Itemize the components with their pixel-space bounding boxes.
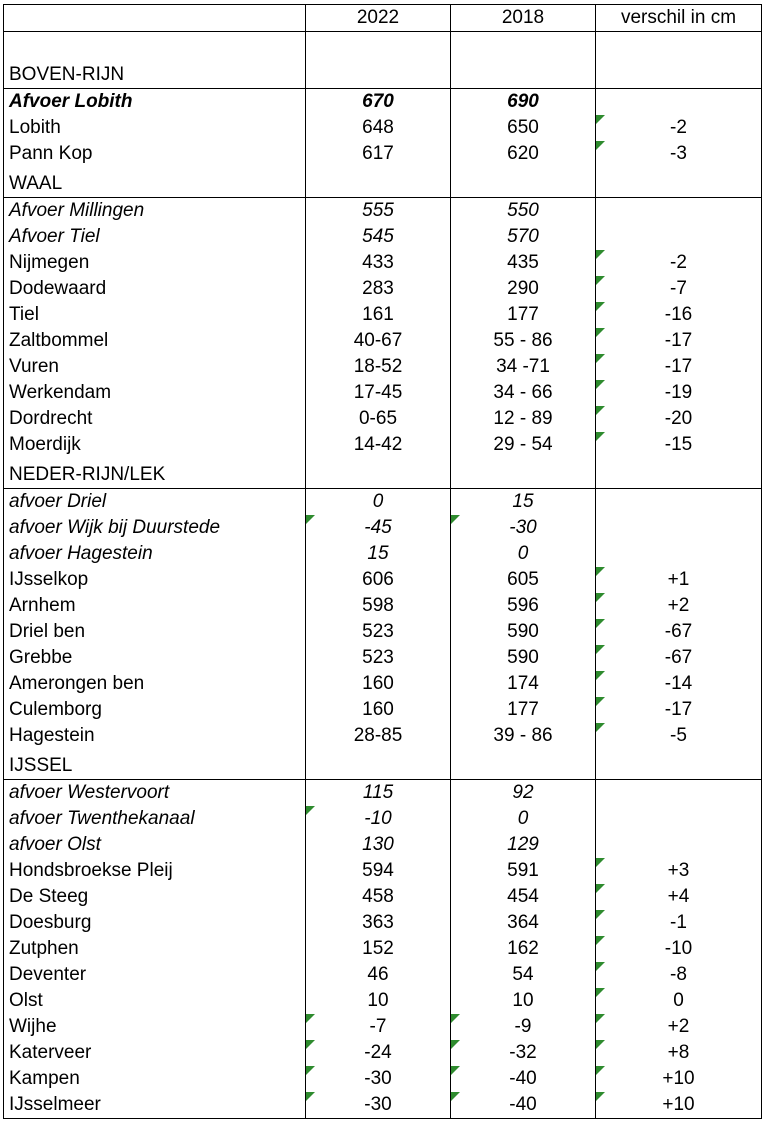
difference-cell[interactable]: +10	[596, 1092, 762, 1119]
station-name-cell[interactable]: IJsselmeer	[4, 1092, 306, 1119]
table-row	[4, 910, 762, 936]
empty-cell[interactable]	[306, 171, 451, 198]
value-2022-cell[interactable]: 523	[306, 645, 451, 671]
station-name-cell[interactable]: Hagestein	[4, 723, 306, 749]
table-row	[4, 115, 762, 141]
section-header-row	[4, 753, 762, 780]
value-2022-cell[interactable]: 10	[306, 988, 451, 1014]
value-2022-cell[interactable]: 0	[306, 489, 451, 516]
station-name-cell[interactable]: IJsselkop	[4, 567, 306, 593]
table-row	[4, 328, 762, 354]
difference-cell[interactable]: -20	[596, 406, 762, 432]
station-name-cell[interactable]: Culemborg	[4, 697, 306, 723]
table-row	[4, 541, 762, 567]
station-name-cell[interactable]: Driel ben	[4, 619, 306, 645]
value-2022-cell[interactable]: 594	[306, 858, 451, 884]
value-2018-cell[interactable]: 435	[451, 250, 596, 276]
table-row	[4, 1040, 762, 1066]
empty-cell[interactable]	[596, 753, 762, 780]
table-row	[4, 1014, 762, 1040]
header-cell-name[interactable]	[4, 5, 306, 32]
value-2022-cell[interactable]: 46	[306, 962, 451, 988]
empty-cell[interactable]	[596, 171, 762, 198]
station-name-cell[interactable]: Pann Kop	[4, 141, 306, 167]
value-2022-cell[interactable]: 130	[306, 832, 451, 858]
value-2022-cell[interactable]: -24	[306, 1040, 451, 1066]
difference-cell[interactable]	[596, 832, 762, 858]
value-2022-cell[interactable]: 670	[306, 89, 451, 116]
difference-cell[interactable]: -3	[596, 141, 762, 167]
section-header-row	[4, 171, 762, 198]
table-row	[4, 884, 762, 910]
value-2022-cell[interactable]: 18-52	[306, 354, 451, 380]
station-name-cell[interactable]: Werkendam	[4, 380, 306, 406]
value-2022-cell[interactable]: 283	[306, 276, 451, 302]
table-row	[4, 645, 762, 671]
value-2018-cell[interactable]: 0	[451, 806, 596, 832]
station-name-cell[interactable]: Grebbe	[4, 645, 306, 671]
difference-cell[interactable]: +10	[596, 1066, 762, 1092]
value-2018-cell[interactable]: 55 - 86	[451, 328, 596, 354]
value-2022-cell[interactable]: 160	[306, 671, 451, 697]
difference-cell[interactable]: -17	[596, 697, 762, 723]
difference-cell[interactable]: -15	[596, 432, 762, 458]
value-2018-cell[interactable]: 129	[451, 832, 596, 858]
table-row	[4, 432, 762, 458]
difference-cell[interactable]	[596, 515, 762, 541]
table-row	[4, 619, 762, 645]
value-2022-cell[interactable]: 17-45	[306, 380, 451, 406]
station-name-cell[interactable]: afvoer Hagestein	[4, 541, 306, 567]
header-cell-difference[interactable]: verschil in cm	[596, 5, 762, 32]
station-name-cell[interactable]: Doesburg	[4, 910, 306, 936]
value-2018-cell[interactable]: 590	[451, 645, 596, 671]
empty-cell[interactable]	[451, 462, 596, 489]
difference-cell[interactable]	[596, 198, 762, 225]
difference-cell[interactable]: -17	[596, 328, 762, 354]
empty-cell[interactable]	[596, 462, 762, 489]
table-row	[4, 276, 762, 302]
table-row	[4, 806, 762, 832]
station-name-cell[interactable]: Afvoer Millingen	[4, 198, 306, 225]
value-2018-cell[interactable]: 15	[451, 489, 596, 516]
table-row	[4, 671, 762, 697]
header-cell-2018[interactable]: 2018	[451, 5, 596, 32]
empty-cell[interactable]	[451, 62, 596, 89]
empty-row	[4, 32, 762, 59]
value-2022-cell[interactable]: 555	[306, 198, 451, 225]
value-2018-cell[interactable]: 454	[451, 884, 596, 910]
table-row	[4, 489, 762, 516]
table-row	[4, 1066, 762, 1092]
difference-cell[interactable]: -5	[596, 723, 762, 749]
value-2018-cell[interactable]: 290	[451, 276, 596, 302]
table-row	[4, 567, 762, 593]
station-name-cell[interactable]: Zaltbommel	[4, 328, 306, 354]
value-2022-cell[interactable]: -45	[306, 515, 451, 541]
value-2018-cell[interactable]: 0	[451, 541, 596, 567]
table-row	[4, 89, 762, 116]
station-name-cell[interactable]: Tiel	[4, 302, 306, 328]
difference-cell[interactable]	[596, 489, 762, 516]
section-title-cell[interactable]: IJSSEL	[4, 753, 306, 780]
difference-cell[interactable]: -7	[596, 276, 762, 302]
value-2018-cell[interactable]: 10	[451, 988, 596, 1014]
station-name-cell[interactable]: Wijhe	[4, 1014, 306, 1040]
difference-cell[interactable]	[596, 224, 762, 250]
empty-cell[interactable]	[451, 32, 596, 59]
difference-cell[interactable]: -16	[596, 302, 762, 328]
empty-cell[interactable]	[4, 32, 306, 59]
value-2022-cell[interactable]: -7	[306, 1014, 451, 1040]
difference-cell[interactable]: +3	[596, 858, 762, 884]
value-2022-cell[interactable]: 545	[306, 224, 451, 250]
table-row	[4, 250, 762, 276]
table-row	[4, 1092, 762, 1119]
value-2018-cell[interactable]: 34 - 66	[451, 380, 596, 406]
empty-cell[interactable]	[306, 62, 451, 89]
difference-cell[interactable]: +4	[596, 884, 762, 910]
table-row	[4, 593, 762, 619]
difference-cell[interactable]: +2	[596, 593, 762, 619]
station-name-cell[interactable]: afvoer Driel	[4, 489, 306, 516]
table-row	[4, 858, 762, 884]
station-name-cell[interactable]: Afvoer Lobith	[4, 89, 306, 116]
value-2022-cell[interactable]: -10	[306, 806, 451, 832]
value-2018-cell[interactable]: 591	[451, 858, 596, 884]
value-2018-cell[interactable]: 29 - 54	[451, 432, 596, 458]
value-2018-cell[interactable]: 620	[451, 141, 596, 167]
empty-cell[interactable]	[596, 32, 762, 59]
value-2022-cell[interactable]: 15	[306, 541, 451, 567]
station-name-cell[interactable]: Lobith	[4, 115, 306, 141]
value-2018-cell[interactable]: 596	[451, 593, 596, 619]
difference-cell[interactable]: -19	[596, 380, 762, 406]
value-2018-cell[interactable]: 690	[451, 89, 596, 116]
empty-cell[interactable]	[306, 753, 451, 780]
value-2022-cell[interactable]: 40-67	[306, 328, 451, 354]
difference-cell[interactable]	[596, 89, 762, 116]
difference-cell[interactable]: -67	[596, 645, 762, 671]
value-2018-cell[interactable]: 605	[451, 567, 596, 593]
value-2018-cell[interactable]: 12 - 89	[451, 406, 596, 432]
header-row	[4, 5, 762, 32]
difference-cell[interactable]: +8	[596, 1040, 762, 1066]
value-2018-cell[interactable]: 54	[451, 962, 596, 988]
table-row	[4, 198, 762, 225]
value-2018-cell[interactable]: 550	[451, 198, 596, 225]
value-2022-cell[interactable]: 152	[306, 936, 451, 962]
station-name-cell[interactable]: Vuren	[4, 354, 306, 380]
station-name-cell[interactable]: Kampen	[4, 1066, 306, 1092]
table-row	[4, 141, 762, 167]
spreadsheet-body	[4, 5, 762, 1119]
header-cell-2022[interactable]: 2022	[306, 5, 451, 32]
table-row	[4, 697, 762, 723]
station-name-cell[interactable]: Deventer	[4, 962, 306, 988]
difference-cell[interactable]: -10	[596, 936, 762, 962]
station-name-cell[interactable]: Afvoer Tiel	[4, 224, 306, 250]
value-2022-cell[interactable]: 606	[306, 567, 451, 593]
value-2022-cell[interactable]: 0-65	[306, 406, 451, 432]
station-name-cell[interactable]: afvoer Wijk bij Duurstede	[4, 515, 306, 541]
value-2018-cell[interactable]: 177	[451, 302, 596, 328]
value-2018-cell[interactable]: 364	[451, 910, 596, 936]
value-2018-cell[interactable]: 39 - 86	[451, 723, 596, 749]
value-2022-cell[interactable]: 115	[306, 780, 451, 807]
station-name-cell[interactable]: Moerdijk	[4, 432, 306, 458]
difference-cell[interactable]: -2	[596, 250, 762, 276]
station-name-cell[interactable]: Katerveer	[4, 1040, 306, 1066]
difference-cell[interactable]: +1	[596, 567, 762, 593]
table-row	[4, 354, 762, 380]
section-title-cell[interactable]: WAAL	[4, 171, 306, 198]
difference-cell[interactable]: 0	[596, 988, 762, 1014]
section-title-cell[interactable]: BOVEN-RIJN	[4, 62, 306, 89]
station-name-cell[interactable]: Arnhem	[4, 593, 306, 619]
station-name-cell[interactable]: Olst	[4, 988, 306, 1014]
difference-cell[interactable]: -1	[596, 910, 762, 936]
value-2018-cell[interactable]: -40	[451, 1066, 596, 1092]
value-2022-cell[interactable]: 28-85	[306, 723, 451, 749]
value-2018-cell[interactable]: 650	[451, 115, 596, 141]
value-2018-cell[interactable]: 162	[451, 936, 596, 962]
value-2022-cell[interactable]: 617	[306, 141, 451, 167]
value-2022-cell[interactable]: 598	[306, 593, 451, 619]
difference-cell[interactable]: -17	[596, 354, 762, 380]
empty-cell[interactable]	[451, 753, 596, 780]
value-2022-cell[interactable]: 160	[306, 697, 451, 723]
table-row	[4, 224, 762, 250]
table-row	[4, 302, 762, 328]
value-2022-cell[interactable]: 433	[306, 250, 451, 276]
value-2018-cell[interactable]: 92	[451, 780, 596, 807]
empty-cell[interactable]	[451, 171, 596, 198]
station-name-cell[interactable]: afvoer Westervoort	[4, 780, 306, 807]
empty-cell[interactable]	[306, 32, 451, 59]
difference-cell[interactable]: -2	[596, 115, 762, 141]
station-name-cell[interactable]: De Steeg	[4, 884, 306, 910]
empty-cell[interactable]	[306, 462, 451, 489]
value-2022-cell[interactable]: -30	[306, 1092, 451, 1119]
value-2022-cell[interactable]: 523	[306, 619, 451, 645]
table-row	[4, 988, 762, 1014]
empty-cell[interactable]	[596, 62, 762, 89]
station-name-cell[interactable]: afvoer Olst	[4, 832, 306, 858]
difference-cell[interactable]	[596, 541, 762, 567]
value-2018-cell[interactable]: -40	[451, 1092, 596, 1119]
value-2018-cell[interactable]: -30	[451, 515, 596, 541]
spreadsheet-table	[3, 4, 762, 1119]
value-2022-cell[interactable]: 648	[306, 115, 451, 141]
difference-cell[interactable]	[596, 806, 762, 832]
station-name-cell[interactable]: Hondsbroekse Pleij	[4, 858, 306, 884]
difference-cell[interactable]: -8	[596, 962, 762, 988]
station-name-cell[interactable]: Zutphen	[4, 936, 306, 962]
station-name-cell[interactable]: Amerongen ben	[4, 671, 306, 697]
value-2018-cell[interactable]: 34 -71	[451, 354, 596, 380]
value-2022-cell[interactable]: 161	[306, 302, 451, 328]
difference-cell[interactable]	[596, 780, 762, 807]
value-2022-cell[interactable]: 458	[306, 884, 451, 910]
table-row	[4, 936, 762, 962]
table-row	[4, 515, 762, 541]
table-row	[4, 832, 762, 858]
value-2018-cell[interactable]: 570	[451, 224, 596, 250]
station-name-cell[interactable]: Dordrecht	[4, 406, 306, 432]
value-2022-cell[interactable]: 14-42	[306, 432, 451, 458]
section-header-row	[4, 62, 762, 89]
value-2022-cell[interactable]: -30	[306, 1066, 451, 1092]
value-2022-cell[interactable]: 363	[306, 910, 451, 936]
value-2018-cell[interactable]: 590	[451, 619, 596, 645]
value-2018-cell[interactable]: 177	[451, 697, 596, 723]
difference-cell[interactable]: +2	[596, 1014, 762, 1040]
section-title-cell[interactable]: NEDER-RIJN/LEK	[4, 462, 306, 489]
table-row	[4, 780, 762, 807]
station-name-cell[interactable]: afvoer Twenthekanaal	[4, 806, 306, 832]
station-name-cell[interactable]: Nijmegen	[4, 250, 306, 276]
section-header-row	[4, 462, 762, 489]
table-row	[4, 962, 762, 988]
table-row	[4, 723, 762, 749]
value-2018-cell[interactable]: 174	[451, 671, 596, 697]
value-2018-cell[interactable]: -32	[451, 1040, 596, 1066]
value-2018-cell[interactable]: -9	[451, 1014, 596, 1040]
table-row	[4, 406, 762, 432]
table-row	[4, 380, 762, 406]
difference-cell[interactable]: -14	[596, 671, 762, 697]
difference-cell[interactable]: -67	[596, 619, 762, 645]
station-name-cell[interactable]: Dodewaard	[4, 276, 306, 302]
